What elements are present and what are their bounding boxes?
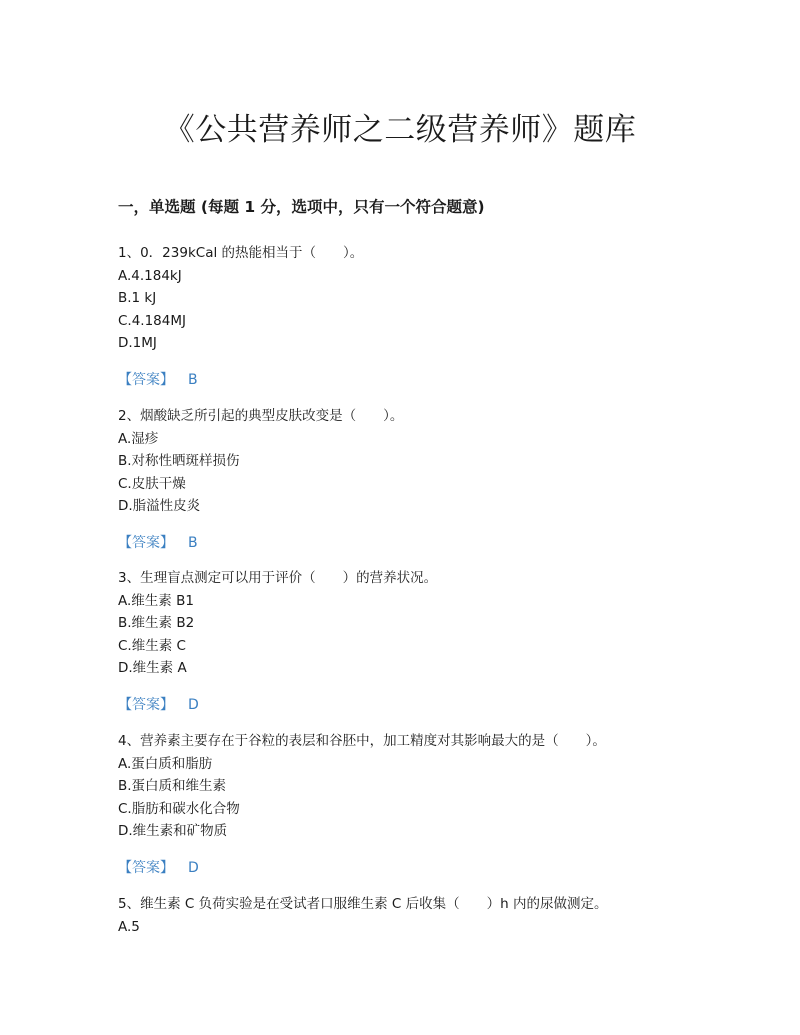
answer-line xyxy=(118,369,718,391)
answer-line xyxy=(118,857,718,879)
option-list xyxy=(118,753,718,843)
option-a: A.4.184kJ xyxy=(118,267,182,284)
option-a: A.5 xyxy=(118,918,140,935)
answer-label: 【答案】 xyxy=(118,371,174,388)
option-list xyxy=(118,428,718,518)
question-stem: 2、烟酸缺乏所引起的典型皮肤改变是（ ）。 xyxy=(118,408,404,424)
option-c: C.4.184MJ xyxy=(118,312,186,329)
answer-line xyxy=(118,694,718,716)
question-1 xyxy=(118,242,718,391)
option-c: C.维生素 C xyxy=(118,637,186,654)
question-stem: 3、生理盲点测定可以用于评价（ ）的营养状况。 xyxy=(118,570,438,586)
answer-label: 【答案】 xyxy=(118,859,174,876)
section-title: 一，单选题 (每题 1 分，选项中，只有一个符合题意) xyxy=(118,198,485,216)
document-title: 《公共营养师之二级营养师》题库 xyxy=(163,112,637,148)
option-b: B.1 kJ xyxy=(118,290,157,306)
answer-line xyxy=(118,532,718,554)
option-a: A.维生素 B1 xyxy=(118,592,194,609)
option-d: D.1MJ xyxy=(118,335,157,351)
option-d: D.脂溢性皮炎 xyxy=(118,498,201,514)
option-c: C.脂肪和碳水化合物 xyxy=(118,800,240,817)
question-stem: 5、维生素 C 负荷实验是在受试者口服维生素 C 后收集（ ）h 内的尿做测定。 xyxy=(118,896,608,912)
question-3 xyxy=(118,567,718,716)
question-4 xyxy=(118,730,718,879)
question-2 xyxy=(118,405,718,554)
option-a: A.湿疹 xyxy=(118,430,159,447)
option-b: B.维生素 B2 xyxy=(118,615,195,631)
option-b: B.蛋白质和维生素 xyxy=(118,778,227,794)
question-stem: 1、0．239kCal 的热能相当于（ ）。 xyxy=(118,245,364,261)
option-c: C.皮肤干燥 xyxy=(118,475,186,492)
option-b: B.对称性晒斑样损伤 xyxy=(118,453,240,469)
answer-value: B xyxy=(188,371,198,388)
answer-label: 【答案】 xyxy=(118,534,174,551)
question-5 xyxy=(118,893,718,938)
option-list xyxy=(118,916,718,939)
option-d: D.维生素和矿物质 xyxy=(118,823,228,839)
option-d: D.维生素 A xyxy=(118,660,187,676)
question-stem: 4、营养素主要存在于谷粒的表层和谷胚中，加工精度对其影响最大的是（ ）。 xyxy=(118,733,606,749)
option-a: A.蛋白质和脂肪 xyxy=(118,755,213,772)
option-list xyxy=(118,590,718,680)
answer-value: D xyxy=(188,696,199,713)
answer-value: D xyxy=(188,859,199,876)
option-list xyxy=(118,265,718,355)
answer-label: 【答案】 xyxy=(118,696,174,713)
answer-value: B xyxy=(188,534,198,551)
